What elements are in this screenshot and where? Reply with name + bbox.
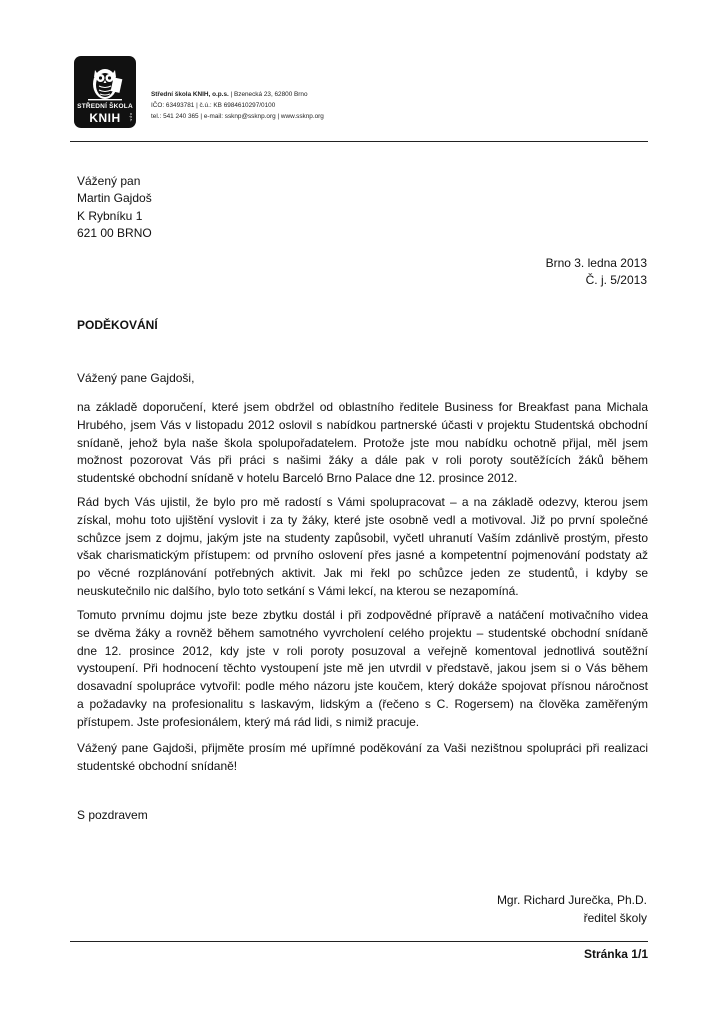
paragraph-2 (77, 494, 648, 601)
text-line: vystoupení. Při hodnocení těchto vystoupení jste mě jen utvrdil v představě, jakou jsem si o Vás během (77, 661, 648, 676)
school-logo (74, 56, 136, 128)
salutation: Vážený pane Gajdoši, (77, 371, 195, 385)
text-line: Hrubého, jsem Vás v listopadu 2012 oslovil s nabídkou partnerské účasti v projektu Studentská obchodní (77, 417, 648, 432)
text-line: dne 12. prosince 2012, kdy jste v roli poroty posuzoval a veřejně komentoval jednotlivá soutěžní (77, 643, 648, 658)
text-line: na základě doporučení, které jsem obdržel od oblastního ředitele Business for Breakfast pana Michala (77, 400, 648, 414)
school-name: Střední škola KNIH, o.p.s. (151, 91, 229, 98)
letterhead-info (151, 89, 324, 123)
school-address: | Bzenecká 23, 62800 Brno (228, 91, 308, 98)
recipient-address (77, 174, 152, 243)
signer-name: Mgr. Richard Jurečka, Ph.D. (496, 893, 647, 907)
text-line: snídaně, jehož byla naše škola spolupořadatelem. Protože jste mou nabídku ochotně přijal, měl jsem (77, 435, 648, 450)
text-line: Vážený pane Gajdoši, přijměte prosím mé upřímné poděkování za Vaši nezištnou spolupráci při realizaci (77, 741, 648, 755)
text-line: Tomuto prvnímu dojmu jste beze zbytku dostál i při zodpovědné přípravě a natáčení motivačního videa (77, 608, 648, 622)
reference-number: Č. j. 5/2013 (585, 273, 647, 288)
text-line: dosavadní spolupráce vytvořil: podle mého názoru jste koučem, který dokáže spojovat přísnou náročnost (77, 679, 648, 694)
text-line: studentské obchodní snídaně v hotelu Barceló Brno Palace dne 12. prosince 2012. (77, 471, 518, 486)
text-line: a požadavky na profesionalitu s laskavým, lidským a (řečeno s C. Rogersem) na člověka zaměřeným (77, 696, 648, 711)
address-line: K Rybníku 1 (77, 208, 143, 223)
logo-school-label: STŘEDNÍ ŠKOLA (77, 103, 133, 110)
logo-ops-label: o.p.s. (129, 113, 133, 122)
school-contacts: tel.: 541 240 365 | e-mail: ssknp@ssknp.org | www.ssknp.org (151, 113, 324, 121)
address-line: 621 00 BRNO (77, 225, 152, 240)
text-line: možnost pozorovat Vás při práci s našimi žáky a dále pak v roli poroty soutěžících žáků během (77, 453, 648, 468)
text-line: studentské obchodní snídaně! (77, 758, 238, 773)
date-block (546, 256, 647, 291)
text-line: však charismatickým přístupem: od prvního oslovení přes jasné a kompetentní pojmenování podstaty až (77, 548, 648, 563)
header-divider (70, 141, 648, 142)
text-line: schůzce jsem z dojmu, jakým jste na studenty zapůsobil, vyčetl uhranutí Vaším zdánlivě prostým, přesto (77, 530, 648, 545)
paragraph-1 (77, 399, 648, 488)
page-number: Stránka 1/1 (583, 947, 648, 961)
text-line: po věcné rozplánování potřebných aktivit. Jak mi řekl po schůzce jeden ze studentů, i kdyby se (77, 566, 648, 581)
footer-divider (70, 941, 648, 942)
paragraph-4 (77, 740, 648, 776)
address-line: Martin Gajdoš (77, 191, 152, 206)
text-line: Rád bych Vás ujistil, že bylo pro mě radostí s Vámi spolupracovat – a na základě odezvy, kterou jsem (77, 495, 648, 509)
signer-title: ředitel školy (583, 911, 647, 925)
signature-block (497, 893, 647, 929)
school-ids: IČO: 63493781 | č.ú.: KB 6984610297/0100 (151, 102, 276, 110)
logo-knih-label: KNIH (89, 111, 121, 125)
text-line: získal, mohu toto ujištění vyslovit i za ty žáky, které jste osobně vedl a motivoval. Již po první společné (77, 512, 648, 527)
address-line: Vážený pan (77, 174, 141, 188)
text-line: se dvěma žáky a rovněž během samotného vyvrcholení celého projektu – studentské obchodní snídaně (77, 625, 648, 640)
closing: S pozdravem (77, 808, 148, 822)
paragraph-3 (77, 607, 648, 732)
letter-date: Brno 3. ledna 2013 (545, 256, 647, 270)
text-line: přístupem. Jste profesionálem, který má rád lidi, s nimiž pracuje. (77, 714, 420, 729)
letter-subject: PODĚKOVÁNÍ (77, 318, 158, 332)
text-line: neuskutečnilo nic dalšího, bylo toto setkání s Vámi lekcí, na kterou se nezapomíná. (77, 583, 519, 598)
